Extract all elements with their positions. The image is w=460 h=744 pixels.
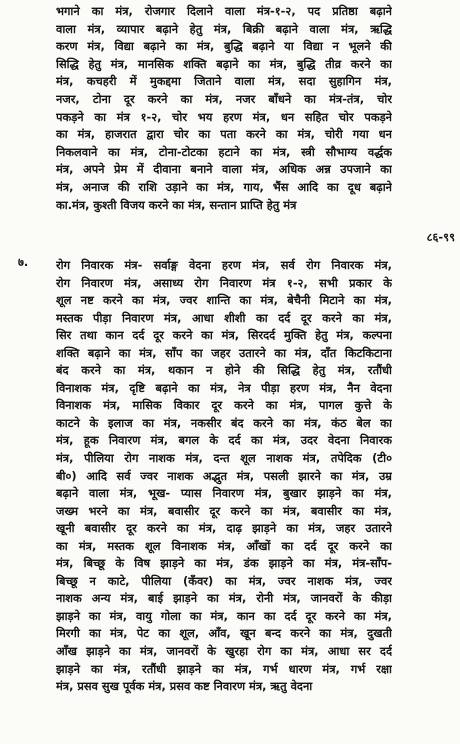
text-line: मंत्र, हूक निवारण मंत्र, बगल के दर्द का मंत्र, उदर वेदना निवारक — [56, 433, 392, 448]
text-line: मंत्र, बिच्छू के विष झाड़ने का मंत्र, डंक झाड़ने का मंत्र, मंत्र-साँप- — [56, 556, 392, 571]
text-line: मंत्र, पीलिया रोग नाशक मंत्र, दन्त शूल नाशक मंत्र, तपेदिक (टी० — [56, 451, 392, 466]
text-line: रोग निवारण मंत्र, असाध्य रोग निवारण मंत्र १-२, सभी प्रकार के — [56, 275, 392, 290]
section-7-text — [56, 257, 392, 696]
text-line: विनाशक मंत्र, दृष्टि बढ़ाने का मंत्र, नेत्र पीड़ा हरण मंत्र, नैन वेदना — [56, 380, 392, 395]
text-line: नाशक अन्य मंत्र, बाई झाड़ने का मंत्र, रोनी मंत्र, जानवरों के कीड़ा — [56, 591, 392, 606]
text-line: का मंत्र, हाजरात द्वारा चोर का पता करने का मंत्र, चोरी गया धन — [56, 127, 392, 142]
text-line: बंद करने का मंत्र, थकान न होने की सिद्धि हेतु मंत्र, रतौंधी — [56, 363, 392, 378]
text-line: मंत्र, कचहरी में मुकद्दमा जिताने वाला मंत्र, सदा सुहागिन मंत्र, — [56, 74, 392, 89]
text-line: मस्तक पीड़ा निवारण मंत्र, आधा शीशी का दर्द दूर करने का मंत्र, — [56, 310, 392, 325]
text-line: मंत्र, अनाज की राशि उड़ाने का मंत्र, गाय, भैंस आदि का दूध बढ़ाने — [56, 179, 392, 194]
previous-section-text — [56, 3, 392, 214]
section-number: ७. — [18, 255, 29, 269]
text-line: बी०) आदि सर्व ज्वर नाशक अद्भुत मंत्र, पसली झारने का मंत्र, उम्र — [56, 468, 392, 483]
text-line: मिरगी का मंत्र, पेट का शूल, आँव, खून बन्द करने का मंत्र, दुखती — [56, 626, 392, 641]
text-line: सिद्धि हेतु मंत्र, मानसिक शक्ति बढ़ाने का मंत्र, बुद्धि तीव्र करने का — [56, 56, 392, 71]
text-line: मंत्र, प्रसव सुख पूर्वक मंत्र, प्रसव कष्ट निवारण मंत्र, ऋतु वेदना — [56, 679, 313, 694]
text-line: शक्ति बढ़ाने का मंत्र, साँप का जहर उतारने का मंत्र, दाँत किटकिटाना — [56, 345, 392, 360]
text-line: शूल नष्ट करने का मंत्र, ज्वर शान्ति का मंत्र, बेचैनी मिटाने का मंत्र, — [56, 293, 392, 308]
page-range: ८६-९९ — [426, 230, 455, 244]
text-line: भगाने का मंत्र, रोजगार दिलाने वाला मंत्र-१-२, पद प्रतिष्ठा बढ़ाने — [56, 4, 392, 18]
text-line: बढ़ाने वाला मंत्र, भूख- प्यास निवारण मंत्र, बुखार झाड़ने का मंत्र, — [56, 486, 392, 501]
text-line: करण मंत्र, विद्या बढ़ाने का मंत्र, बुद्धि बढ़ाने या विद्या न भूलने की — [56, 39, 392, 54]
text-line: झाड़ने का मंत्र, रतौंधी झाड़ने का मंत्र, गर्भ धारण मंत्र, गर्भ रक्षा — [56, 661, 392, 676]
text-line: पकड़ने का मंत्र १-२, चोर भय हरण मंत्र, धन सहित चोर पकड़ने — [56, 109, 392, 124]
text-line: निकलवाने का मंत्र, टोना-टोटका हटाने का मंत्र, स्त्री सौभाग्य वर्द्धक — [56, 144, 392, 159]
text-line: रोग निवारक मंत्र- सर्वाङ्ग वेदना हरण मंत्र, सर्व रोग निवारक मंत्र, — [56, 258, 392, 272]
text-line: झाड़ने का मंत्र, वायु गोला का मंत्र, कान का दर्द दूर करने का मंत्र, — [56, 608, 392, 623]
text-line: का.मंत्र, कुश्ती विजय करने का मंत्र, सन्तान प्राप्ति हेतु मंत्र — [56, 197, 297, 212]
text-line: खूनी बवासीर दूर करने का मंत्र, दाढ़ झाड़ने का मंत्र, जहर उतारने — [56, 521, 392, 536]
text-line: नजर, टोना दूर करने का मंत्र, नजर बाँधने का मंत्र-तंत्र, चोर — [56, 91, 392, 106]
text-line: काटने के इलाज का मंत्र, नकसीर बंद करने का मंत्र, कंठ बेल का — [56, 415, 392, 430]
text-line: जख्म भरने का मंत्र, बवासीर दूर करने का मंत्र, बवासीर का मंत्र, — [56, 503, 392, 518]
text-line: आँख झाड़ने का मंत्र, जानवरों के खुरहा रोग का मंत्र, आधा सर दर्द — [56, 644, 392, 659]
text-line: सिर तथा कान दर्द दूर करने का मंत्र, सिरदर्द मुक्ति हेतु मंत्र, कल्पना — [56, 328, 392, 343]
text-line: बिच्छू न काटे, पीलिया (कँवर) का मंत्र, ज्वर नाशक मंत्र, ज्वर — [56, 573, 392, 588]
text-line: का मंत्र, मस्तक शूल विनाशक मंत्र, आँखों का दर्द दूर करने का — [56, 538, 392, 553]
text-line: वाला मंत्र, व्यापार बढ़ाने हेतु मंत्र, बिक्री बढ़ाने वाला मंत्र, ऋद्धि — [56, 21, 392, 36]
text-line: मंत्र, अपने प्रेम में दीवाना बनाने वाला मंत्र, अधिक अन्न उपजाने का — [56, 162, 392, 177]
text-line: विनाशक मंत्र, मासिक विकार दूर करने का मंत्र, पागल कुत्ते के — [56, 398, 392, 413]
